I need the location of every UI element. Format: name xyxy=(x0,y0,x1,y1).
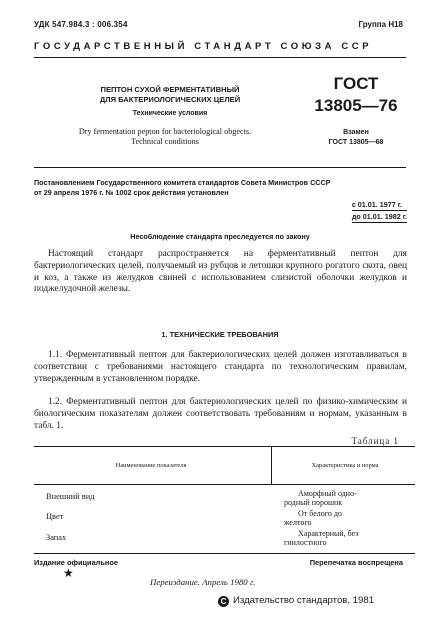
gost-number: 13805—76 xyxy=(314,96,398,115)
norm-line-1: Характерный, без xyxy=(298,529,359,538)
date-from: с 01.01. 1977 г. xyxy=(352,199,407,211)
validity-dates xyxy=(352,199,407,223)
table-row-name: Внешний вид xyxy=(46,492,95,501)
document-title xyxy=(70,85,270,105)
title-line-2: ДЛЯ БАКТЕРИОЛОГИЧЕСКИХ ЦЕЛЕЙ xyxy=(99,95,241,104)
table-row-norm xyxy=(284,489,410,508)
replaces-value: ГОСТ 13805—68 xyxy=(328,139,384,146)
intro-paragraph: Настоящий стандарт распространяется на ферментативный пептон для бактериологических целей, получаемый из рубцов и летошки крупного рогатого скота, овец и коз, а также из желудков свиней с использованием слизистой оболочки желудков и поджелудочной железы. xyxy=(34,249,407,295)
norm-line-2: желтого xyxy=(284,518,312,528)
header-rule xyxy=(34,57,406,58)
decree-line-1: Постановлением Государственного комитета стандартов Совета Министров СССР xyxy=(34,178,331,187)
table-top-rule xyxy=(34,446,415,447)
norm-line-2: родный порошок xyxy=(284,498,343,508)
table-row-norm xyxy=(284,529,410,548)
gost-label: ГОСТ xyxy=(333,74,379,93)
table-column-divider xyxy=(271,446,272,484)
norm-line-1: Аморфный одно- xyxy=(298,489,357,498)
table-header-norm: Характеристика и норма xyxy=(311,462,379,469)
norm-line-1: От белого до xyxy=(298,509,342,518)
english-title-line-2: Technical conditions xyxy=(131,137,199,146)
decree-text xyxy=(34,178,406,198)
gost-designation xyxy=(296,73,416,117)
paragraph-1-2: 1.2. Ферментативный пептон для бактериологических целей по физико-химическим и биологическим показателям должен соответствовать требованиям и нормам, указанным в табл. 1. xyxy=(34,397,407,431)
official-edition: Издание официальное xyxy=(34,558,119,567)
title-line-1: ПЕПТОН СУХОЙ ФЕРМЕНТАТИВНЫЙ xyxy=(100,85,240,94)
replaces-label: Взамен xyxy=(343,129,369,136)
group-code: Группа Н18 xyxy=(358,20,403,29)
standard-title: ГОСУДАРСТВЕННЫЙ СТАНДАРТ СОЮЗА ССР xyxy=(34,41,373,52)
copyright-text: Издательство стандартов, 1981 xyxy=(233,595,375,606)
decree-line-2: от 29 апреля 1976 г. № 1002 срок действия установлен xyxy=(34,188,229,197)
decree-rule xyxy=(34,167,406,168)
star-icon: ★ xyxy=(63,566,74,580)
english-title xyxy=(34,127,296,147)
reprint-prohibited: Перепечатка воспрещена xyxy=(309,558,403,567)
replaces-block xyxy=(296,128,416,148)
udk-code: УДК 547.984.3 : 006.354 xyxy=(34,20,128,29)
table-row-name: Цвет xyxy=(46,512,64,521)
copyright xyxy=(218,595,374,607)
table-row-name: Запах xyxy=(46,533,67,542)
paragraph-1-1: 1.1. Ферментативный пептон для бактериологических целей должен изготавливаться в соответствии с требованиями настоящего стандарта по технологическим правилам, утвержденным в установленном порядке. xyxy=(34,350,407,384)
footer-rule xyxy=(34,553,415,554)
section-heading: 1. ТЕХНИЧЕСКИЕ ТРЕБОВАНИЯ xyxy=(161,330,279,339)
legal-warning: Несоблюдение стандарта преследуется по закону xyxy=(130,232,310,241)
date-to: до 01.01. 1982 г. xyxy=(351,212,407,221)
reprint-note: Переиздание. Апрель 1980 г. xyxy=(150,577,256,587)
copyright-icon: С xyxy=(218,596,229,607)
table-header-rule xyxy=(34,484,415,485)
norm-line-2: гнилостного xyxy=(284,538,327,548)
table-row-norm xyxy=(284,509,410,528)
document-subtitle: Технические условия xyxy=(132,110,208,117)
table-label: Таблица 1 xyxy=(351,436,399,446)
table-header-name: Наименование показателя xyxy=(115,462,187,469)
english-title-line-1: Dry fermentation pepton for bacteriological obgects. xyxy=(78,127,252,136)
